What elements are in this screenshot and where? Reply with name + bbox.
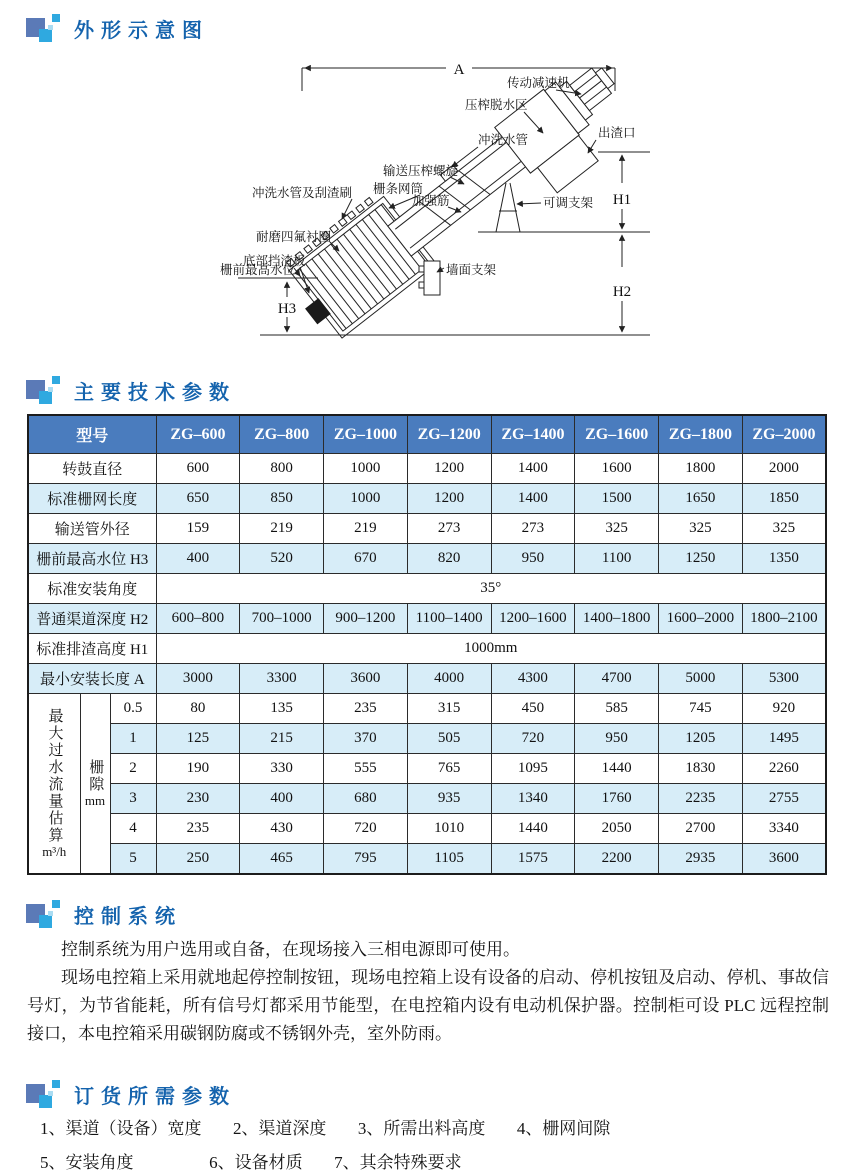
flow-value-cell: 190 [156,754,240,784]
flow-value-cell: 1760 [575,784,659,814]
dim-a-label: A [453,62,465,78]
spec-row-label: 输送管外径 [28,514,156,544]
flow-value-cell: 745 [659,694,743,724]
spec-value-cell: 520 [240,544,324,574]
spec-value-cell: 1600 [575,454,659,484]
section-control-header [26,896,182,932]
gap-value-cell: 2 [110,754,156,784]
spec-value-cell: 1200 [407,484,491,514]
spec-value-cell: 1200 [407,454,491,484]
section-squares-icon [26,1077,62,1111]
spec-value-cell: 3600 [324,664,408,694]
spec-value-cell: 219 [324,514,408,544]
flow-row-label [28,694,80,875]
flow-value-cell: 235 [156,814,240,844]
spec-value-cell: 1250 [659,544,743,574]
flow-value-cell: 3340 [742,814,826,844]
spec-row [28,634,826,664]
flow-value-cell: 330 [240,754,324,784]
gap-value-cell: 0.5 [110,694,156,724]
gap-value-cell: 3 [110,784,156,814]
flow-label-unit: m³/h [42,843,67,859]
flow-value-cell: 1440 [491,814,575,844]
dim-h2-label: H2 [612,284,632,300]
flow-value-cell: 1440 [575,754,659,784]
spec-row [28,514,826,544]
gap-column-label [80,694,110,875]
spec-row-label: 标准栅网长度 [28,484,156,514]
flow-row [28,844,826,875]
spec-value-cell: 219 [240,514,324,544]
control-paragraph-2: 现场电控箱上采用就地起停控制按钮，现场电控箱上设有设备的启动、停机按钮及启动、停机、事故信号灯，为节省能耗，所有信号灯都采用节能型，在电控箱内设有电动机保护器。控制柜可设 PLC 远程控制接口，本电控箱采用碳钢防腐或不锈钢外壳，室外防雨。 [27,968,829,1043]
spec-value-cell: 650 [156,484,240,514]
spec-row [28,484,826,514]
flow-value-cell: 505 [407,724,491,754]
gap-label-text: 栅隙 [87,758,104,793]
diagram-label-flush-pipe: 冲洗水管 [478,133,529,147]
diagram-label-adj-support: 可调支架 [543,196,594,210]
flow-value-cell: 920 [742,694,826,724]
gap-value-cell: 1 [110,724,156,754]
flow-value-cell: 370 [324,724,408,754]
specs-table [27,414,827,875]
section-title-specs: 主要技术参数 [74,381,236,404]
section-squares-icon [26,373,62,407]
model-header: ZG–2000 [742,415,826,454]
flow-value-cell: 1105 [407,844,491,875]
spec-value-cell: 1400–1800 [575,604,659,634]
spec-value-cell: 1400 [491,484,575,514]
diagram-label-drive: 传动减速机 [507,76,570,90]
diagram-label-screw: 输送压榨螺旋 [383,164,459,178]
spec-value-cell: 1200–1600 [491,604,575,634]
flow-value-cell: 3600 [742,844,826,875]
diagram-label-drum: 栅条网筒 [373,182,424,196]
gap-value-cell: 4 [110,814,156,844]
spec-value-cell: 1500 [575,484,659,514]
flow-value-cell: 2260 [742,754,826,784]
spec-value-cell: 273 [491,514,575,544]
flow-value-cell: 235 [324,694,408,724]
spec-value-cell: 850 [240,484,324,514]
spec-value-cell: 4700 [575,664,659,694]
flow-value-cell: 2200 [575,844,659,875]
section-title-outline: 外形示意图 [74,19,209,42]
spec-value-cell: 600–800 [156,604,240,634]
flow-value-cell: 465 [240,844,324,875]
flow-value-cell: 1830 [659,754,743,784]
flow-row [28,814,826,844]
flow-value-cell: 2755 [742,784,826,814]
spec-row-label: 标准安装角度 [28,574,156,604]
flow-value-cell: 935 [407,784,491,814]
section-specs-header [26,372,236,408]
spec-value-cell: 800 [240,454,324,484]
spec-value-cell: 4300 [491,664,575,694]
spec-value-cell: 950 [491,544,575,574]
flow-value-cell: 450 [491,694,575,724]
model-header: ZG–1200 [407,415,491,454]
spec-value-cell: 273 [407,514,491,544]
diagram-label-wall-support: 墙面支架 [446,263,497,277]
section-squares-icon [26,11,62,45]
flow-value-cell: 400 [240,784,324,814]
spec-value-cell: 3300 [240,664,324,694]
flow-value-cell: 230 [156,784,240,814]
flow-row [28,754,826,784]
order-row-2 [40,1146,830,1173]
flow-value-cell: 720 [491,724,575,754]
flow-value-cell: 215 [240,724,324,754]
spec-value-cell: 400 [156,544,240,574]
flow-value-cell: 2700 [659,814,743,844]
diagram-label-flush-brush: 冲洗水管及刮渣刷 [252,186,353,200]
diagram-label-outlet: 出渣口 [598,126,636,140]
diagram-label-water-level: 栅前最高水位 [220,263,296,277]
spec-value-cell: 1800 [659,454,743,484]
spec-value-cell: 1600–2000 [659,604,743,634]
spec-row-label: 最小安装长度 A [28,664,156,694]
diagram-label-ptfe-ring: 耐磨四氟衬圈 [256,230,332,244]
dim-h1-label: H1 [612,192,632,208]
spec-value-cell: 4000 [407,664,491,694]
flow-value-cell: 80 [156,694,240,724]
flow-value-cell: 585 [575,694,659,724]
spec-value-cell: 159 [156,514,240,544]
order-item-7: 7、其余特殊要求 [334,1153,462,1172]
section-title-control: 控制系统 [74,905,182,928]
diagram-label-rib: 加强筋 [412,194,450,208]
flow-value-cell: 720 [324,814,408,844]
spec-value-cell: 1850 [742,484,826,514]
flow-value-cell: 250 [156,844,240,875]
table-header-row [28,415,826,454]
model-column-header: 型号 [28,415,156,454]
spec-value-cell: 1400 [491,454,575,484]
section-outline-header [26,10,209,46]
spec-merged-value: 1000mm [156,634,826,664]
order-parameters-list [40,1112,830,1173]
spec-value-cell: 5000 [659,664,743,694]
gap-value-cell: 5 [110,844,156,875]
dim-h3-label: H3 [277,301,297,317]
flow-value-cell: 315 [407,694,491,724]
order-item-1: 1、渠道（设备）宽度 [40,1119,202,1138]
spec-row [28,544,826,574]
flow-value-cell: 135 [240,694,324,724]
flow-value-cell: 2935 [659,844,743,875]
spec-value-cell: 700–1000 [240,604,324,634]
flow-value-cell: 680 [324,784,408,814]
flow-value-cell: 1095 [491,754,575,784]
flow-row [28,784,826,814]
order-item-3: 3、所需出料高度 [357,1119,486,1138]
flow-value-cell: 2235 [659,784,743,814]
flow-value-cell: 1495 [742,724,826,754]
spec-value-cell: 325 [742,514,826,544]
spec-value-cell: 1800–2100 [742,604,826,634]
model-header: ZG–600 [156,415,240,454]
flow-value-cell: 430 [240,814,324,844]
spec-value-cell: 2000 [742,454,826,484]
spec-value-cell: 3000 [156,664,240,694]
spec-value-cell: 1000 [324,454,408,484]
order-item-4: 4、栅网间隙 [516,1119,611,1138]
spec-value-cell: 600 [156,454,240,484]
order-item-5: 5、安装角度 [40,1153,134,1172]
spec-row-label: 转鼓直径 [28,454,156,484]
spec-merged-value: 35° [156,574,826,604]
flow-value-cell: 1340 [491,784,575,814]
spec-value-cell: 900–1200 [324,604,408,634]
section-order-header [26,1076,236,1112]
spec-value-cell: 1000 [324,484,408,514]
diagram-label-baffle: 底部挡渣板 [243,254,306,268]
specs-table-wrap [27,414,827,875]
model-header: ZG–1400 [491,415,575,454]
outline-diagram [0,55,852,365]
spec-value-cell: 5300 [742,664,826,694]
flow-value-cell: 795 [324,844,408,875]
spec-value-cell: 1350 [742,544,826,574]
control-paragraph-1: 控制系统为用户选用或自备，在现场接入三相电源即可使用。 [61,940,520,959]
spec-row-label: 标准排渣高度 H1 [28,634,156,664]
spec-row [28,664,826,694]
flow-value-cell: 1575 [491,844,575,875]
flow-value-cell: 1205 [659,724,743,754]
spec-row [28,454,826,484]
spec-value-cell: 325 [659,514,743,544]
model-header: ZG–1600 [575,415,659,454]
spec-value-cell: 1100–1400 [407,604,491,634]
spec-row-label: 普通渠道深度 H2 [28,604,156,634]
spec-value-cell: 1100 [575,544,659,574]
model-header: ZG–1800 [659,415,743,454]
section-title-order: 订货所需参数 [74,1085,236,1108]
flow-value-cell: 1010 [407,814,491,844]
flow-value-cell: 950 [575,724,659,754]
model-header: ZG–800 [240,415,324,454]
flow-value-cell: 125 [156,724,240,754]
spec-value-cell: 820 [407,544,491,574]
flow-row [28,724,826,754]
flow-value-cell: 765 [407,754,491,784]
diagram-label-press-zone: 压榨脱水区 [465,98,528,112]
flow-label-text: 最大过水流量估算 [46,707,63,844]
order-item-6: 6、设备材质 [209,1153,303,1172]
spec-row-label: 栅前最高水位 H3 [28,544,156,574]
flow-value-cell: 2050 [575,814,659,844]
spec-row [28,574,826,604]
order-item-2: 2、渠道深度 [232,1119,327,1138]
spec-row [28,604,826,634]
control-system-text [27,936,829,1048]
spec-value-cell: 325 [575,514,659,544]
model-header: ZG–1000 [324,415,408,454]
flow-row [28,694,826,724]
flow-value-cell: 555 [324,754,408,784]
spec-value-cell: 670 [324,544,408,574]
spec-value-cell: 1650 [659,484,743,514]
section-squares-icon [26,897,62,931]
order-row-1 [40,1112,830,1146]
gap-label-unit: mm [84,792,106,808]
